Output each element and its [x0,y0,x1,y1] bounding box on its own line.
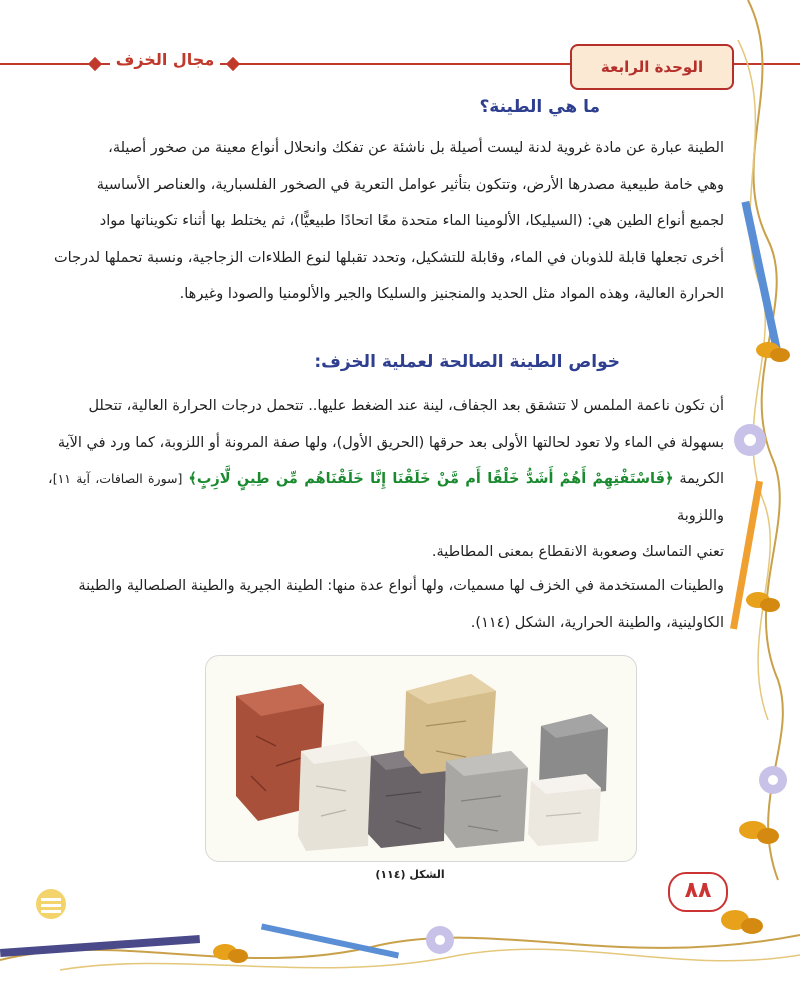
paragraph-line: الحرارة العالية، وهذه المواد مثل الحديد والمنجنيز والسليكا والجير والألومنيا والصودا وغيرها. [179,286,724,302]
section1-body [48,130,724,313]
paragraph-line: والطينات المستخدمة في الخزف لها مسميات، ولها أنواع عدة منها: الطينة الجيرية والطينة الصلصالية والطينة [78,578,724,594]
paragraph-line: الكاولينية، والطينة الحرارية، الشكل (١١٤). [470,614,724,631]
floral-butterfly-ornament [728,0,800,985]
clay-blocks-image [206,656,636,861]
paragraph-line: وهي خامة طبيعية مصدرها الأرض، وتتكون بتأثير عوامل التعرية في الصخور الفلسبارية، والعناصر الأساسية [96,176,724,193]
paragraph-line: أخرى تجعلها قابلة للذوبان في الماء، وقابلة للتشكيل، وتحدد تقبلها لنوع الطلاءات الزجاجية، ونسبة تحملها لدرجات [54,249,724,266]
figure-caption: الشكل (١١٤) [375,868,445,881]
flower-icon [734,424,766,456]
cream-clay-block [528,774,601,846]
field-title: مجال الخزف [110,50,220,76]
paragraph-line: الطينة عبارة عن مادة غروية لدنة ليست أصيلة بل ناشئة عن تفكك وانحلال أنواع معينة من صخور أصيلة، [108,140,724,156]
header-ornament-left [88,57,102,71]
white-clay-block [298,741,371,851]
verse-intro: الكريمة [679,471,725,487]
paragraph-line: بسهولة في الماء ولا تعود لحالتها الأولى بعد حرقها (الحريق الأول)، ولها صفة المرونة أو اللزوبة، كما ورد في الآية [57,434,724,451]
quran-verse: ﴿فَاسْتَفْتِهِمْ أَهُمْ أَشَدُّ خَلْقًا أَم مَّنْ خَلَقْنَا إِنَّا خَلَقْنَاهُم مِّن طِينٍ لَّازِبٍ﴾ [188,471,674,487]
flower-icon [426,926,454,954]
flower-icon [759,766,787,794]
butterfly-icon [739,821,779,844]
butterfly-icon [746,592,780,612]
publisher-logo-icon [33,882,69,922]
decorative-border-right [728,0,800,985]
paragraph-line: أن تكون ناعمة الملمس لا تتشقق بعد الجفاف، لينة عند الضغط عليها.. تتحمل درجات الحرارة العالية، تتحلل [88,398,724,414]
unit-title-badge [570,44,734,90]
butterfly-icon [213,944,248,963]
page-number: ٨٨ [668,872,728,912]
verse-suffix: ، واللزوبة [48,471,724,524]
section-heading-what-is-clay: ما هي الطينة؟ [479,97,600,117]
header-ornament-right [226,57,240,71]
butterfly-icon [721,910,763,934]
paragraph-line: تعني التماسك وصعوبة الانقطاع بمعنى المطاطية. [431,544,724,560]
section2-body [48,388,724,571]
butterfly-icon [756,342,790,362]
section3-body [48,568,724,641]
bottom-ornament [0,900,800,985]
unit-title: الوحدة الرابعة [600,58,704,76]
grey-clay-block [444,751,528,848]
decorative-border-bottom [0,900,800,985]
clay-blocks-figure [205,655,637,862]
paragraph-line: لجميع أنواع الطين هي: (السيليكا، الألومينا الماء متحدة معًا اتحادًا طبيعيًّا)، ثم يختلط بها أثناء تكويناتها مواد [99,213,724,229]
paragraph-line-with-verse [48,461,724,534]
section-heading-clay-properties: خواص الطينة الصالحة لعملية الخزف: [314,352,620,372]
verse-citation: [سورة الصافات، آية ١١] [52,471,183,486]
